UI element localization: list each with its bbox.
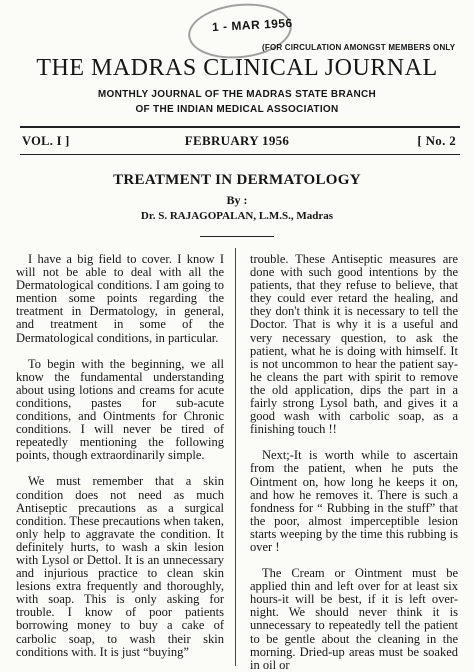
journal-title: THE MADRAS CLINICAL JOURNAL — [36, 55, 438, 81]
masthead-rule-bottom — [20, 154, 460, 155]
issue-number: [ No. 2 — [417, 133, 456, 148]
paragraph: Next;-It is worth while to ascertain from the patient, when he puts the Ointment on, how long he keeps it on, and how he removes it. There is such a fondness for “ Rubbing in the stuff” that the poor, almost imperceptible lesion starts weeping by the time this rubbing is over ! — [250, 448, 458, 554]
paragraph: trouble. These Antiseptic measures are done with such good intentions by the patients, that they refuse to believe, that they could ever retard the healing, and they don't think it is necessary to tell the Doctor. That is why it is a useful and very necessary question, to ask the patient, what he is doing with himself. It is not uncommon to hear the patient say-he cleans the part with spirit to remove the old application, dips the part in a fairly strong Lysol bath, and gives it a good wash with carbolic soap, as a finishing touch !! — [250, 252, 458, 437]
issue-date: FEBRUARY 1956 — [184, 133, 290, 148]
paragraph: We must remember that a skin condition does not need as much Antiseptic precautions as a surgical condition. These precautions when taken, only help to aggravate the condition. It definitely hurts, to wash a skin lesion with Lysol or Dettol. It is an unnecessary and injurious practice to clean skin lesions extra frequently and thoroughly, with soap. This is only asking for trouble. I know of poor patients borrowing money to buy a cake of carbolic soap, to wash their skin conditions with. It is just “buying” — [16, 474, 224, 659]
paragraph: To begin with the beginning, we all know the fundamental understanding about using lotions and creams for acute conditions, pastes for sub-acute conditions, and Ointments for Chronic conditions. I will never be tired of repeatedly mentioning the following points, though extraordinarily simple. — [16, 356, 224, 463]
title-divider — [200, 236, 274, 237]
right-column — [250, 253, 458, 672]
masthead-rule-top — [20, 126, 460, 128]
volume-label: VOL. I ] — [22, 134, 70, 148]
paragraph: The Cream or Ointment must be applied thin and left over for at least six hours-it will be best, if it is left over-night. We should never think it is unnecessary to repeatedly tell the patient to be gentle about the cleaning in the morning. Dried-up areas must be soaked in oil or — [250, 566, 458, 672]
journal-subtitle-line2: OF THE INDIAN MEDICAL ASSOCIATION — [135, 104, 339, 115]
stamp-date: 1 - MAR 1956 — [211, 15, 294, 35]
column-divider — [235, 248, 236, 666]
article-title: TREATMENT IN DERMATOLOGY — [113, 172, 361, 188]
article-author: Dr. S. RAJAGOPALAN, L.M.S., Madras — [140, 210, 334, 222]
left-column — [16, 253, 224, 659]
circulation-note: (FOR CIRCULATION AMONGST MEMBERS ONLY — [262, 43, 456, 52]
paragraph: I have a big field to cover. I know I will not be able to deal with all the Dermatological conditions. I am going to mention some points regarding the treatment in Dermatology, in general, and treatment in some of the Dermatological conditions, in particular. — [16, 252, 224, 345]
byline-label: By : — [226, 193, 248, 207]
journal-subtitle-line1: MONTHLY JOURNAL OF THE MADRAS STATE BRANCH — [97, 89, 377, 100]
